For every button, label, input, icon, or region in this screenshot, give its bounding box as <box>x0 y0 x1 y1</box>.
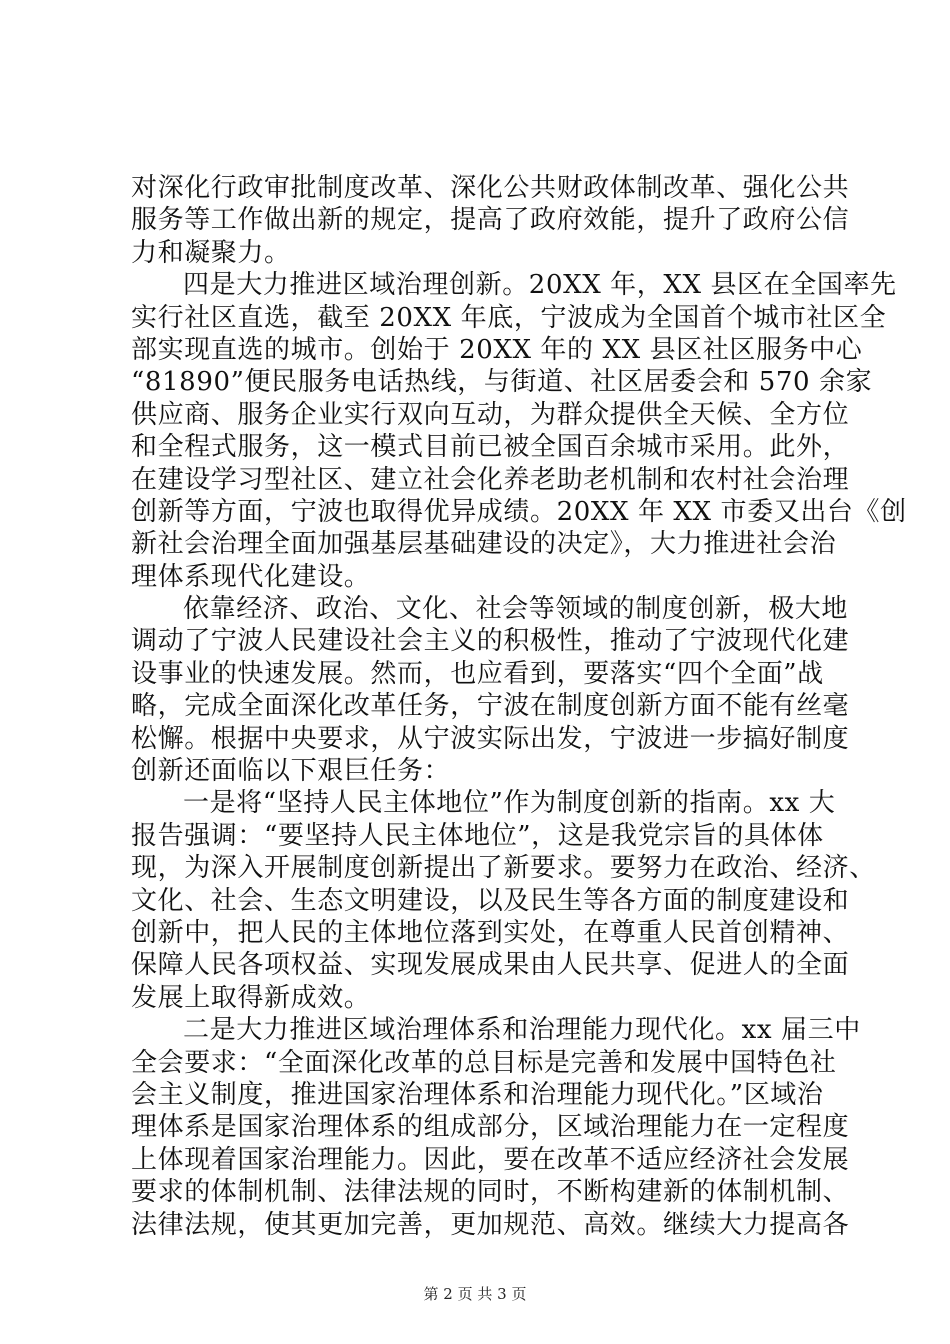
paragraph-line: 创新等方面，宁波也取得优异成绩。20XX 年 XX 市委又出台《创 <box>131 496 907 527</box>
paragraph-line: 报告强调：“要坚持人民主体地位”，这是我党宗旨的具体体 <box>131 820 824 851</box>
paragraph-line: 现，为深入开展制度创新提出了新要求。要努力在政治、经济、 <box>131 853 876 884</box>
paragraph-line: 部实现直选的城市。创始于 20XX 年的 XX 县区社区服务中心 <box>131 334 863 365</box>
paragraph <box>131 172 850 269</box>
paragraph-line: 文化、社会、生态文明建设，以及民生等各方面的制度建设和 <box>131 885 850 916</box>
paragraph-line: 新社会治理全面加强基层基础建设的决定》，大力推进社会治 <box>131 529 837 560</box>
paragraph-line: 创新中，把人民的主体地位落到实处，在尊重人民首创精神、 <box>131 917 850 948</box>
paragraph-line: 创新还面临以下艰巨任务： <box>131 756 451 787</box>
paragraph <box>131 593 850 787</box>
paragraph-line: 服务等工作做出新的规定，提高了政府效能，提升了政府公信 <box>131 205 850 236</box>
paragraph-line: 发展上取得新成效。 <box>131 982 371 1013</box>
paragraph-line: 力和凝聚力。 <box>131 237 291 268</box>
paragraph-line: 设事业的快速发展。然而，也应看到，要落实“四个全面”战 <box>131 658 824 689</box>
paragraph-line: 调动了宁波人民建设社会主义的积极性，推动了宁波现代化建 <box>131 626 850 657</box>
paragraph-line: 依靠经济、政治、文化、社会等领域的制度创新，极大地 <box>183 594 849 625</box>
paragraph-line: 在建设学习型社区、建立社会化养老助老机制和农村社会治理 <box>131 464 850 495</box>
paragraph-line: 实行社区直选，截至 20XX 年底，宁波成为全国首个城市社区全 <box>131 302 887 333</box>
paragraph-line: 四是大力推进区域治理创新。20XX 年，XX 县区在全国率先 <box>183 270 897 301</box>
paragraph-line: 保障人民各项权益、实现发展成果由人民共享、促进人的全面 <box>131 950 850 981</box>
paragraph-line: 理体系现代化建设。 <box>131 561 371 592</box>
paragraph-line: 松懈。根据中央要求，从宁波实际出发，宁波进一步搞好制度 <box>131 723 850 754</box>
paragraph-line: “81890”便民服务电话热线，与街道、社区居委会和 570 余家 <box>131 367 873 398</box>
paragraph-line: 要求的体制机制、法律法规的同时，不断构建新的体制机制、 <box>131 1177 850 1208</box>
paragraph <box>131 787 876 1014</box>
paragraph-line: 对深化行政审批制度改革、深化公共财政体制改革、强化公共 <box>131 173 850 203</box>
paragraph-line: 会主义制度，推进国家治理体系和治理能力现代化。”区域治 <box>131 1079 824 1110</box>
paragraph-line: 上体现着国家治理能力。因此，要在改革不适应经济社会发展 <box>131 1144 850 1175</box>
paragraph <box>131 269 907 593</box>
paragraph-line: 供应商、服务企业实行双向互动，为群众提供全天候、全方位 <box>131 399 850 430</box>
page-number-footer: 第 2 页 共 3 页 <box>423 1285 527 1303</box>
paragraph-line: 一是将“坚持人民主体地位”作为制度创新的指南。xx 大 <box>183 788 836 819</box>
paragraph-line: 法律法规，使其更加完善，更加规范、高效。继续大力提高各 <box>131 1209 850 1240</box>
paragraph-line: 二是大力推进区域治理体系和治理能力现代化。xx 届三中 <box>183 1015 861 1046</box>
paragraph-line: 理体系是国家治理体系的组成部分，区域治理能力在一定程度 <box>131 1112 850 1143</box>
paragraph-line: 和全程式服务，这一模式目前已被全国百余城市采用。此外， <box>131 432 850 463</box>
body-text <box>131 172 907 1241</box>
paragraph-line: 略，完成全面深化改革任务，宁波在制度创新方面不能有丝毫 <box>131 691 850 722</box>
paragraph-line: 全会要求：“全面深化改革的总目标是完善和发展中国特色社 <box>131 1047 837 1078</box>
paragraph <box>131 1014 861 1241</box>
